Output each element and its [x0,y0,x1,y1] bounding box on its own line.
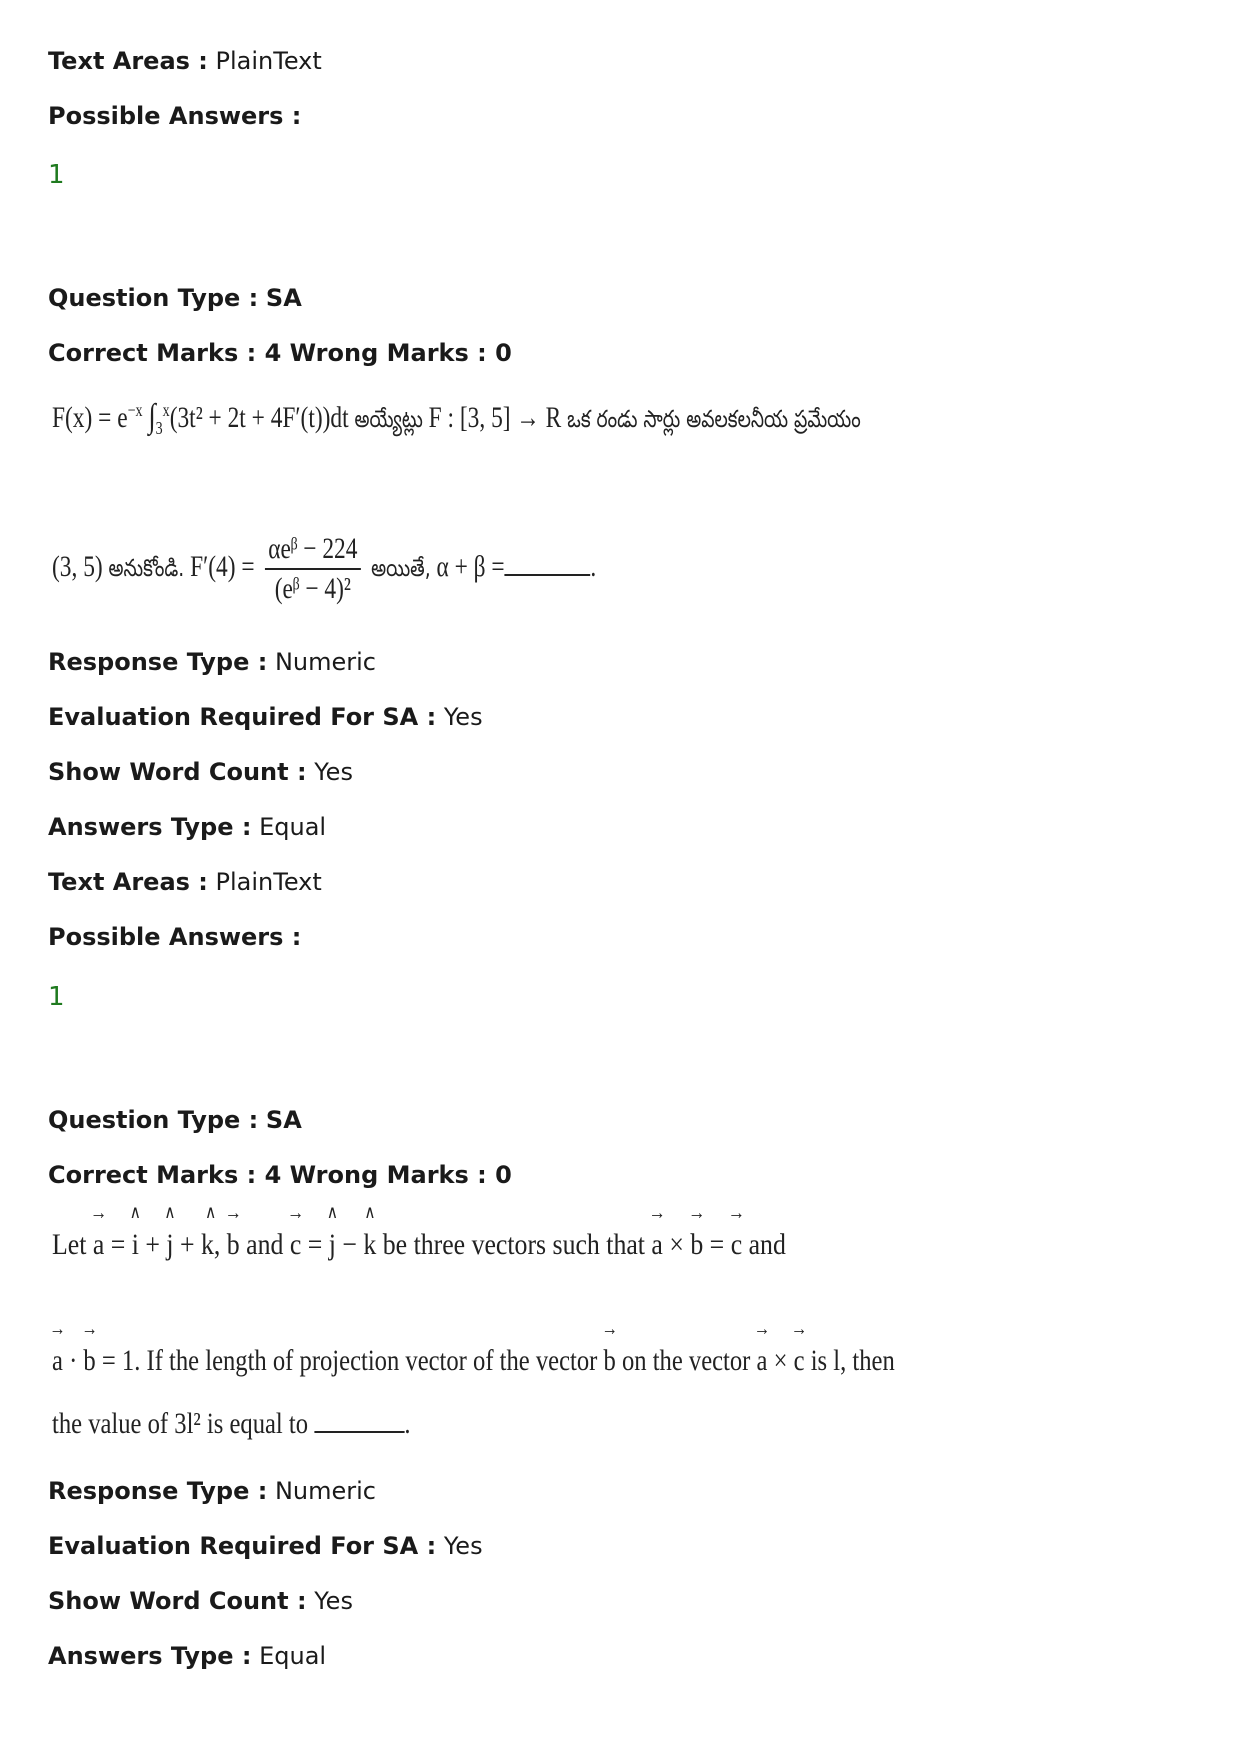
response-type-row [48,1476,376,1506]
vector-b: → b [690,1228,703,1262]
math-end: . [590,549,597,583]
question-type-row [48,283,302,313]
answers-type-row [48,1641,326,1671]
unit-vector-k: ∧ k, [201,1228,220,1262]
response-type-label: Response Type : [48,648,268,676]
fraction [265,532,360,606]
math-exponent: −x [127,400,143,420]
unit-vector-i: ∧ i [132,1228,139,1262]
evaluation-value: Yes [443,1532,483,1560]
math-end: . [404,1407,411,1440]
operator: = [709,1228,725,1261]
text-areas-value: PlainText [215,47,322,75]
answer-blank [505,552,591,576]
operator: − [342,1228,357,1261]
text-areas-label: Text Areas : [48,868,208,896]
unit-vector-k: ∧ k [363,1228,376,1262]
question-type-row [48,1105,302,1135]
vector-c: → c [731,1228,742,1262]
math-term: F(x) = e [52,401,128,434]
text: is l, then [810,1344,895,1377]
evaluation-label: Evaluation Required For SA : [48,703,437,731]
operator: · [69,1344,78,1377]
response-type-value: Numeric [274,648,376,676]
question-type-value: SA [265,284,302,312]
unit-vector-j: ∧ j [166,1228,173,1262]
text: be three vectors such that [382,1228,645,1261]
question-type-value: SA [265,1106,302,1134]
answer-blank [314,1409,404,1433]
text: = 1. If the length of projection vector of the vector [101,1344,598,1377]
interval: (3, 5) [52,549,103,583]
telugu-text: అయ్యేట్లు [354,405,423,433]
possible-answer-value: 1 [48,160,65,190]
answers-type-row [48,812,326,842]
question-text-line-2 [52,1344,1080,1378]
vector-b: → b [603,1344,615,1378]
evaluation-label: Evaluation Required For SA : [48,1532,437,1560]
response-type-value: Numeric [274,1477,376,1505]
vector-c: → c [794,1344,805,1378]
telugu-text: ఒక రండు సార్లు అవలకలనీయ ప్రమేయం [567,405,861,433]
fraction-numerator: αeᵝ − 224 [265,532,360,570]
vector-a: → a [93,1228,104,1262]
vector-b: → b [227,1228,240,1262]
answers-type-value: Equal [259,1642,327,1670]
question-type-label: Question Type : [48,1106,259,1134]
response-type-row [48,647,376,677]
math-lhs: F′(4) = [190,549,255,583]
answers-type-label: Answers Type : [48,1642,252,1670]
question-text-line-1 [52,398,1089,439]
integrand: (3t² + 2t + 4F′(t))dt [169,401,349,434]
word-count-row [48,1586,353,1616]
text: the value of 3l² is equal to [52,1407,309,1440]
evaluation-value: Yes [443,703,483,731]
integral-upper: x [162,400,170,420]
possible-answers-label: Possible Answers : [48,102,302,130]
marks-row: Correct Marks : 4 Wrong Marks : 0 [48,339,512,367]
telugu-text: అయితే, [371,553,431,582]
possible-answers-label: Possible Answers : [48,923,302,951]
vector-a: → a [757,1344,768,1378]
vector-c: → c [290,1228,301,1262]
marks-row: Correct Marks : 4 Wrong Marks : 0 [48,1161,512,1189]
operator: = [307,1228,323,1261]
telugu-text: అనుకోండి. [108,553,185,582]
integral-lower: 3 [155,418,163,438]
answers-type-value: Equal [259,813,327,841]
word-count-label: Show Word Count : [48,758,307,786]
operator: × [669,1228,684,1261]
vector-a: → a [651,1228,662,1262]
operator: = [110,1228,126,1261]
word-count-row [48,757,353,787]
word-count-value: Yes [314,1587,353,1615]
evaluation-row [48,702,483,732]
function-map: F : [3, 5] → R [428,401,562,434]
answers-type-label: Answers Type : [48,813,252,841]
fraction-denominator: (eᵝ − 4)² [274,572,351,605]
text-areas-label: Text Areas : [48,47,208,75]
vector-b: → b [83,1344,95,1378]
operator: + [180,1228,195,1261]
text: and [748,1228,786,1261]
possible-answer-value: 1 [48,982,65,1012]
unit-vector-j: ∧ j [329,1228,336,1262]
vector-a: → a [52,1344,63,1378]
text-areas-value: PlainText [215,868,322,896]
operator: + [145,1228,160,1261]
question-text-line-1 [52,1228,905,1262]
text-areas-row [48,867,322,897]
integral-sign: ∫ [148,398,156,435]
response-type-label: Response Type : [48,1477,268,1505]
evaluation-row [48,1531,483,1561]
operator: × [773,1344,788,1377]
question-text-line-3 [52,1407,489,1441]
math-rhs: α + β = [436,549,505,583]
word-count-label: Show Word Count : [48,1587,307,1615]
question-text-line-2 [52,532,750,606]
word-count-value: Yes [314,758,353,786]
text-areas-row [48,46,322,76]
text: Let [52,1228,87,1261]
question-type-label: Question Type : [48,284,259,312]
text: and [246,1228,284,1261]
text: on the vector [621,1344,751,1377]
